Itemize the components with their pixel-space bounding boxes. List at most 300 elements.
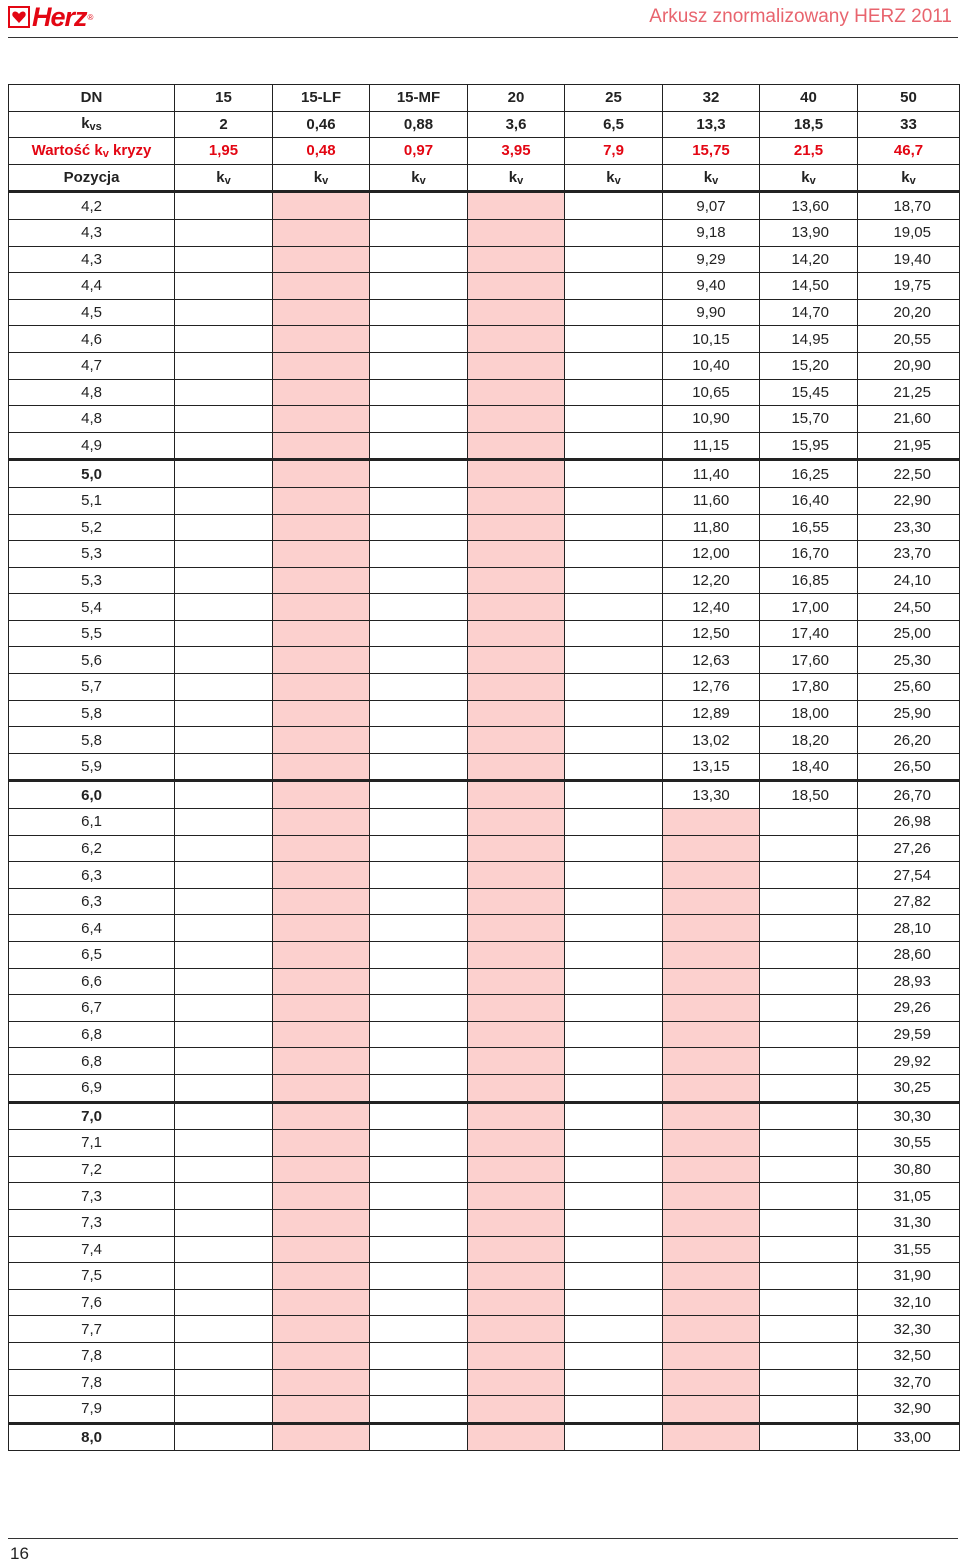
kv-cell: 13,30 (663, 781, 760, 809)
kv-cell (370, 299, 468, 326)
kv-cell: 14,95 (760, 326, 858, 353)
kv-cell: 12,76 (663, 674, 760, 701)
kv-cell: 16,55 (760, 514, 858, 541)
kv-cell (468, 192, 565, 220)
kv-cell (760, 915, 858, 942)
kv-cell (565, 1369, 663, 1396)
kv-cell (175, 915, 273, 942)
kv-cell (760, 1316, 858, 1343)
kv-cell (175, 1102, 273, 1130)
kv-cell (468, 273, 565, 300)
kv-cell (468, 326, 565, 353)
position-cell: 4,6 (9, 326, 175, 353)
kv-cell (370, 1423, 468, 1451)
kv-cell (468, 1130, 565, 1157)
table-header-critical (9, 138, 960, 165)
kv-column-label (370, 164, 468, 192)
kv-cell (175, 1183, 273, 1210)
position-cell: 4,9 (9, 432, 175, 460)
kv-cell (273, 487, 370, 514)
kv-cell (468, 1074, 565, 1102)
kv-column-label (468, 164, 565, 192)
critical-value: 7,9 (565, 138, 663, 165)
kv-cell (273, 1263, 370, 1290)
kv-cell (565, 352, 663, 379)
kv-cell (565, 862, 663, 889)
kv-cell: 10,90 (663, 406, 760, 433)
kv-cell (468, 1396, 565, 1424)
position-cell: 6,6 (9, 968, 175, 995)
kv-cell: 30,25 (858, 1074, 960, 1102)
kv-cell (273, 1396, 370, 1424)
dn-value: 20 (468, 85, 565, 112)
kv-cell (760, 1102, 858, 1130)
kv-cell (273, 299, 370, 326)
kv-label-sub: v (224, 174, 231, 187)
position-cell: 5,1 (9, 487, 175, 514)
kv-cell (273, 326, 370, 353)
footer-divider (8, 1538, 958, 1539)
kv-cell (760, 1183, 858, 1210)
kv-cell: 15,70 (760, 406, 858, 433)
kv-cell (370, 620, 468, 647)
kv-cell (663, 942, 760, 969)
kv-cell (175, 647, 273, 674)
kv-cell: 11,60 (663, 487, 760, 514)
kv-cell: 31,90 (858, 1263, 960, 1290)
table-row (9, 567, 960, 594)
kvs-value: 33 (858, 111, 960, 138)
table-row (9, 273, 960, 300)
kv-cell (175, 888, 273, 915)
kv-cell (370, 753, 468, 781)
position-cell: 4,8 (9, 379, 175, 406)
kv-cell (273, 1316, 370, 1343)
kv-cell: 23,70 (858, 541, 960, 568)
kv-cell (663, 1236, 760, 1263)
kv-cell (663, 1316, 760, 1343)
kv-cell (370, 1102, 468, 1130)
kv-cell (273, 1048, 370, 1075)
position-cell: 6,4 (9, 915, 175, 942)
kv-cell: 14,70 (760, 299, 858, 326)
kv-cell (565, 594, 663, 621)
table-row (9, 700, 960, 727)
kv-cell (468, 647, 565, 674)
kv-cell: 15,95 (760, 432, 858, 460)
kv-cell (273, 432, 370, 460)
kv-cell (565, 487, 663, 514)
kv-cell (468, 809, 565, 836)
kv-cell (565, 674, 663, 701)
kv-cell: 19,75 (858, 273, 960, 300)
kv-cell: 20,20 (858, 299, 960, 326)
kv-cell: 13,15 (663, 753, 760, 781)
kv-cell (760, 1074, 858, 1102)
kv-cell (370, 1074, 468, 1102)
kv-cell (370, 1183, 468, 1210)
position-cell: 7,0 (9, 1102, 175, 1130)
kv-cell (273, 1423, 370, 1451)
kvs-label-sub: vs (89, 121, 102, 134)
table-row (9, 1342, 960, 1369)
kv-cell (370, 781, 468, 809)
table-row (9, 246, 960, 273)
kv-cell (760, 1369, 858, 1396)
kv-cell (370, 1342, 468, 1369)
kv-cell (663, 862, 760, 889)
kv-cell: 19,40 (858, 246, 960, 273)
kv-cell (468, 299, 565, 326)
kv-cell (565, 942, 663, 969)
table-row (9, 352, 960, 379)
table-row (9, 942, 960, 969)
kv-cell (663, 1074, 760, 1102)
kv-cell (468, 1423, 565, 1451)
kv-cell (760, 1156, 858, 1183)
kv-cell (565, 1156, 663, 1183)
table-row (9, 594, 960, 621)
kv-cell (468, 406, 565, 433)
kv-cell (565, 246, 663, 273)
table-row (9, 192, 960, 220)
kv-cell: 12,20 (663, 567, 760, 594)
kv-cell: 12,50 (663, 620, 760, 647)
kv-cell: 9,40 (663, 273, 760, 300)
position-cell: 7,5 (9, 1263, 175, 1290)
kv-cell: 28,60 (858, 942, 960, 969)
kv-cell (663, 1209, 760, 1236)
kv-cell (468, 1209, 565, 1236)
kv-cell: 29,26 (858, 995, 960, 1022)
kv-cell (175, 1130, 273, 1157)
kv-cell (663, 1263, 760, 1290)
kv-cell: 30,80 (858, 1156, 960, 1183)
table-row (9, 835, 960, 862)
kv-cell (370, 674, 468, 701)
kv-cell (370, 541, 468, 568)
kv-cell: 13,02 (663, 727, 760, 754)
table-row (9, 487, 960, 514)
kv-cell (175, 781, 273, 809)
kv-cell (175, 1369, 273, 1396)
kv-cell: 27,82 (858, 888, 960, 915)
table-row (9, 995, 960, 1022)
position-cell: 7,3 (9, 1209, 175, 1236)
kv-cell (370, 727, 468, 754)
kv-cell (760, 1236, 858, 1263)
kv-column-label (760, 164, 858, 192)
kv-cell: 9,29 (663, 246, 760, 273)
kv-cell (468, 1048, 565, 1075)
kv-cell (468, 379, 565, 406)
kv-cell (468, 1236, 565, 1263)
kv-cell (468, 700, 565, 727)
position-cell: 4,3 (9, 246, 175, 273)
kv-cell (565, 995, 663, 1022)
kv-cell (565, 1183, 663, 1210)
position-cell: 4,8 (9, 406, 175, 433)
kv-label-main: k (508, 168, 518, 186)
kv-cell (760, 835, 858, 862)
kv-cell (565, 781, 663, 809)
kv-cell (273, 1156, 370, 1183)
kv-cell (370, 219, 468, 246)
kv-cell (175, 1396, 273, 1424)
kv-cell (370, 1396, 468, 1424)
kv-cell (370, 1316, 468, 1343)
kv-cell (565, 514, 663, 541)
kv-cell: 11,80 (663, 514, 760, 541)
kv-cell (565, 192, 663, 220)
kv-cell (565, 1074, 663, 1102)
kv-cell (175, 862, 273, 889)
kv-cell (175, 1156, 273, 1183)
kv-cell (370, 1156, 468, 1183)
brand-name: Herz (32, 2, 87, 32)
kvs-label-main: k (81, 115, 90, 133)
position-cell: 7,4 (9, 1236, 175, 1263)
position-cell: 7,3 (9, 1183, 175, 1210)
kvs-value: 18,5 (760, 111, 858, 138)
kv-cell (468, 1263, 565, 1290)
table-row (9, 620, 960, 647)
header-divider (8, 37, 958, 38)
kv-cell (273, 1102, 370, 1130)
kv-cell (760, 1263, 858, 1290)
kv-cell (273, 246, 370, 273)
kv-cell (468, 219, 565, 246)
position-cell: 7,1 (9, 1130, 175, 1157)
kv-cell: 11,40 (663, 460, 760, 488)
kv-cell (468, 246, 565, 273)
position-cell: 6,3 (9, 888, 175, 915)
kv-cell (468, 862, 565, 889)
kv-cell: 31,05 (858, 1183, 960, 1210)
kv-cell (175, 1423, 273, 1451)
position-cell: 4,2 (9, 192, 175, 220)
kv-cell (175, 406, 273, 433)
kv-cell (370, 273, 468, 300)
kv-label-sub: v (322, 174, 329, 187)
kv-cell: 25,30 (858, 647, 960, 674)
kv-cell: 13,90 (760, 219, 858, 246)
kv-cell: 20,55 (858, 326, 960, 353)
kv-cell (370, 326, 468, 353)
dn-label: DN (9, 85, 175, 112)
kv-cell (175, 1209, 273, 1236)
document-title: Arkusz znormalizowany HERZ 2011 (649, 6, 952, 27)
kv-cell (273, 1074, 370, 1102)
table-row (9, 781, 960, 809)
kv-cell (663, 1342, 760, 1369)
position-cell: 6,7 (9, 995, 175, 1022)
kv-cell (760, 809, 858, 836)
kv-cell (370, 1048, 468, 1075)
kv-cell: 11,15 (663, 432, 760, 460)
kv-cell (273, 406, 370, 433)
kv-cell (565, 1048, 663, 1075)
kv-label-main: k (606, 168, 615, 186)
position-cell: 5,7 (9, 674, 175, 701)
table-row (9, 1289, 960, 1316)
table-row (9, 727, 960, 754)
position-cell: 6,5 (9, 942, 175, 969)
kv-cell (370, 809, 468, 836)
kv-cell (760, 1423, 858, 1451)
table-row (9, 460, 960, 488)
kv-cell: 18,70 (858, 192, 960, 220)
kv-cell (760, 1396, 858, 1424)
kv-cell (370, 888, 468, 915)
kv-column-label (663, 164, 760, 192)
kv-cell (175, 674, 273, 701)
kv-cell (370, 995, 468, 1022)
kv-cell (370, 1289, 468, 1316)
page-header (0, 0, 960, 40)
herz-logo (8, 4, 93, 30)
kv-column-label (565, 164, 663, 192)
kv-cell (175, 379, 273, 406)
kv-cell (175, 942, 273, 969)
kv-cell: 13,60 (760, 192, 858, 220)
kv-cell (468, 674, 565, 701)
table-row (9, 1236, 960, 1263)
page-number: 16 (10, 1544, 29, 1563)
kv-cell (370, 862, 468, 889)
kv-cell (760, 968, 858, 995)
table-header-dn (9, 85, 960, 112)
kv-cell (663, 1102, 760, 1130)
kv-cell (273, 727, 370, 754)
table-row (9, 647, 960, 674)
kv-cell: 32,90 (858, 1396, 960, 1424)
kv-cell: 19,05 (858, 219, 960, 246)
position-cell: 5,3 (9, 567, 175, 594)
kv-cell: 22,50 (858, 460, 960, 488)
kv-cell (468, 995, 565, 1022)
critical-label-post: kryzy (108, 141, 152, 159)
table-row (9, 326, 960, 353)
table-row (9, 1048, 960, 1075)
kv-cell: 24,10 (858, 567, 960, 594)
kv-cell (273, 541, 370, 568)
position-cell: 6,9 (9, 1074, 175, 1102)
kv-cell: 12,89 (663, 700, 760, 727)
kv-cell (175, 432, 273, 460)
kv-cell (175, 1289, 273, 1316)
kv-cell (663, 1423, 760, 1451)
kv-label-sub: v (517, 174, 524, 187)
kv-cell (175, 352, 273, 379)
kv-cell (565, 379, 663, 406)
kv-cell: 31,55 (858, 1236, 960, 1263)
kv-cell (273, 835, 370, 862)
kv-cell: 26,20 (858, 727, 960, 754)
kv-cell: 16,40 (760, 487, 858, 514)
kv-cell (273, 379, 370, 406)
kv-cell (175, 835, 273, 862)
kv-cell (663, 968, 760, 995)
kv-cell (175, 219, 273, 246)
kv-cell (760, 942, 858, 969)
position-cell: 8,0 (9, 1423, 175, 1451)
position-cell: 5,9 (9, 753, 175, 781)
kv-cell (175, 487, 273, 514)
kv-cell: 14,20 (760, 246, 858, 273)
table-row (9, 809, 960, 836)
kv-table (8, 84, 960, 1451)
kv-cell (273, 700, 370, 727)
kv-cell (273, 567, 370, 594)
kv-cell (663, 1130, 760, 1157)
kv-cell (273, 968, 370, 995)
kv-cell (760, 888, 858, 915)
position-cell: 5,6 (9, 647, 175, 674)
kv-cell (273, 1130, 370, 1157)
kv-cell (468, 968, 565, 995)
kv-cell: 28,10 (858, 915, 960, 942)
kv-cell (468, 835, 565, 862)
kv-cell: 16,85 (760, 567, 858, 594)
kv-cell (273, 620, 370, 647)
position-cell: 4,7 (9, 352, 175, 379)
kv-cell (370, 1369, 468, 1396)
kv-cell (760, 1209, 858, 1236)
kv-cell (760, 1048, 858, 1075)
kv-label-sub: v (712, 174, 719, 187)
kv-cell (565, 968, 663, 995)
kv-cell: 10,65 (663, 379, 760, 406)
kv-cell (273, 460, 370, 488)
kv-cell (565, 809, 663, 836)
kv-cell (565, 620, 663, 647)
kv-cell (273, 1021, 370, 1048)
kv-cell (663, 1156, 760, 1183)
kv-label-main: k (216, 168, 225, 186)
kv-cell (663, 888, 760, 915)
kv-cell (565, 273, 663, 300)
position-cell: 6,3 (9, 862, 175, 889)
kv-cell (370, 968, 468, 995)
kv-cell (565, 406, 663, 433)
kvs-value: 0,88 (370, 111, 468, 138)
kv-cell (370, 1209, 468, 1236)
kv-cell (175, 995, 273, 1022)
kv-cell: 18,20 (760, 727, 858, 754)
kv-cell (273, 514, 370, 541)
kv-cell (175, 727, 273, 754)
kv-cell (370, 192, 468, 220)
kv-cell: 15,20 (760, 352, 858, 379)
position-cell: 7,6 (9, 1289, 175, 1316)
kv-cell: 15,45 (760, 379, 858, 406)
kv-cell (370, 460, 468, 488)
kv-cell (273, 809, 370, 836)
position-cell: 5,8 (9, 700, 175, 727)
kv-cell: 33,00 (858, 1423, 960, 1451)
kv-cell (175, 246, 273, 273)
kv-column-label (175, 164, 273, 192)
kv-cell (565, 888, 663, 915)
kv-cell (175, 273, 273, 300)
table-row (9, 862, 960, 889)
kv-cell: 10,15 (663, 326, 760, 353)
kv-cell (565, 1021, 663, 1048)
critical-value: 0,97 (370, 138, 468, 165)
kv-cell (760, 1021, 858, 1048)
table-row (9, 915, 960, 942)
